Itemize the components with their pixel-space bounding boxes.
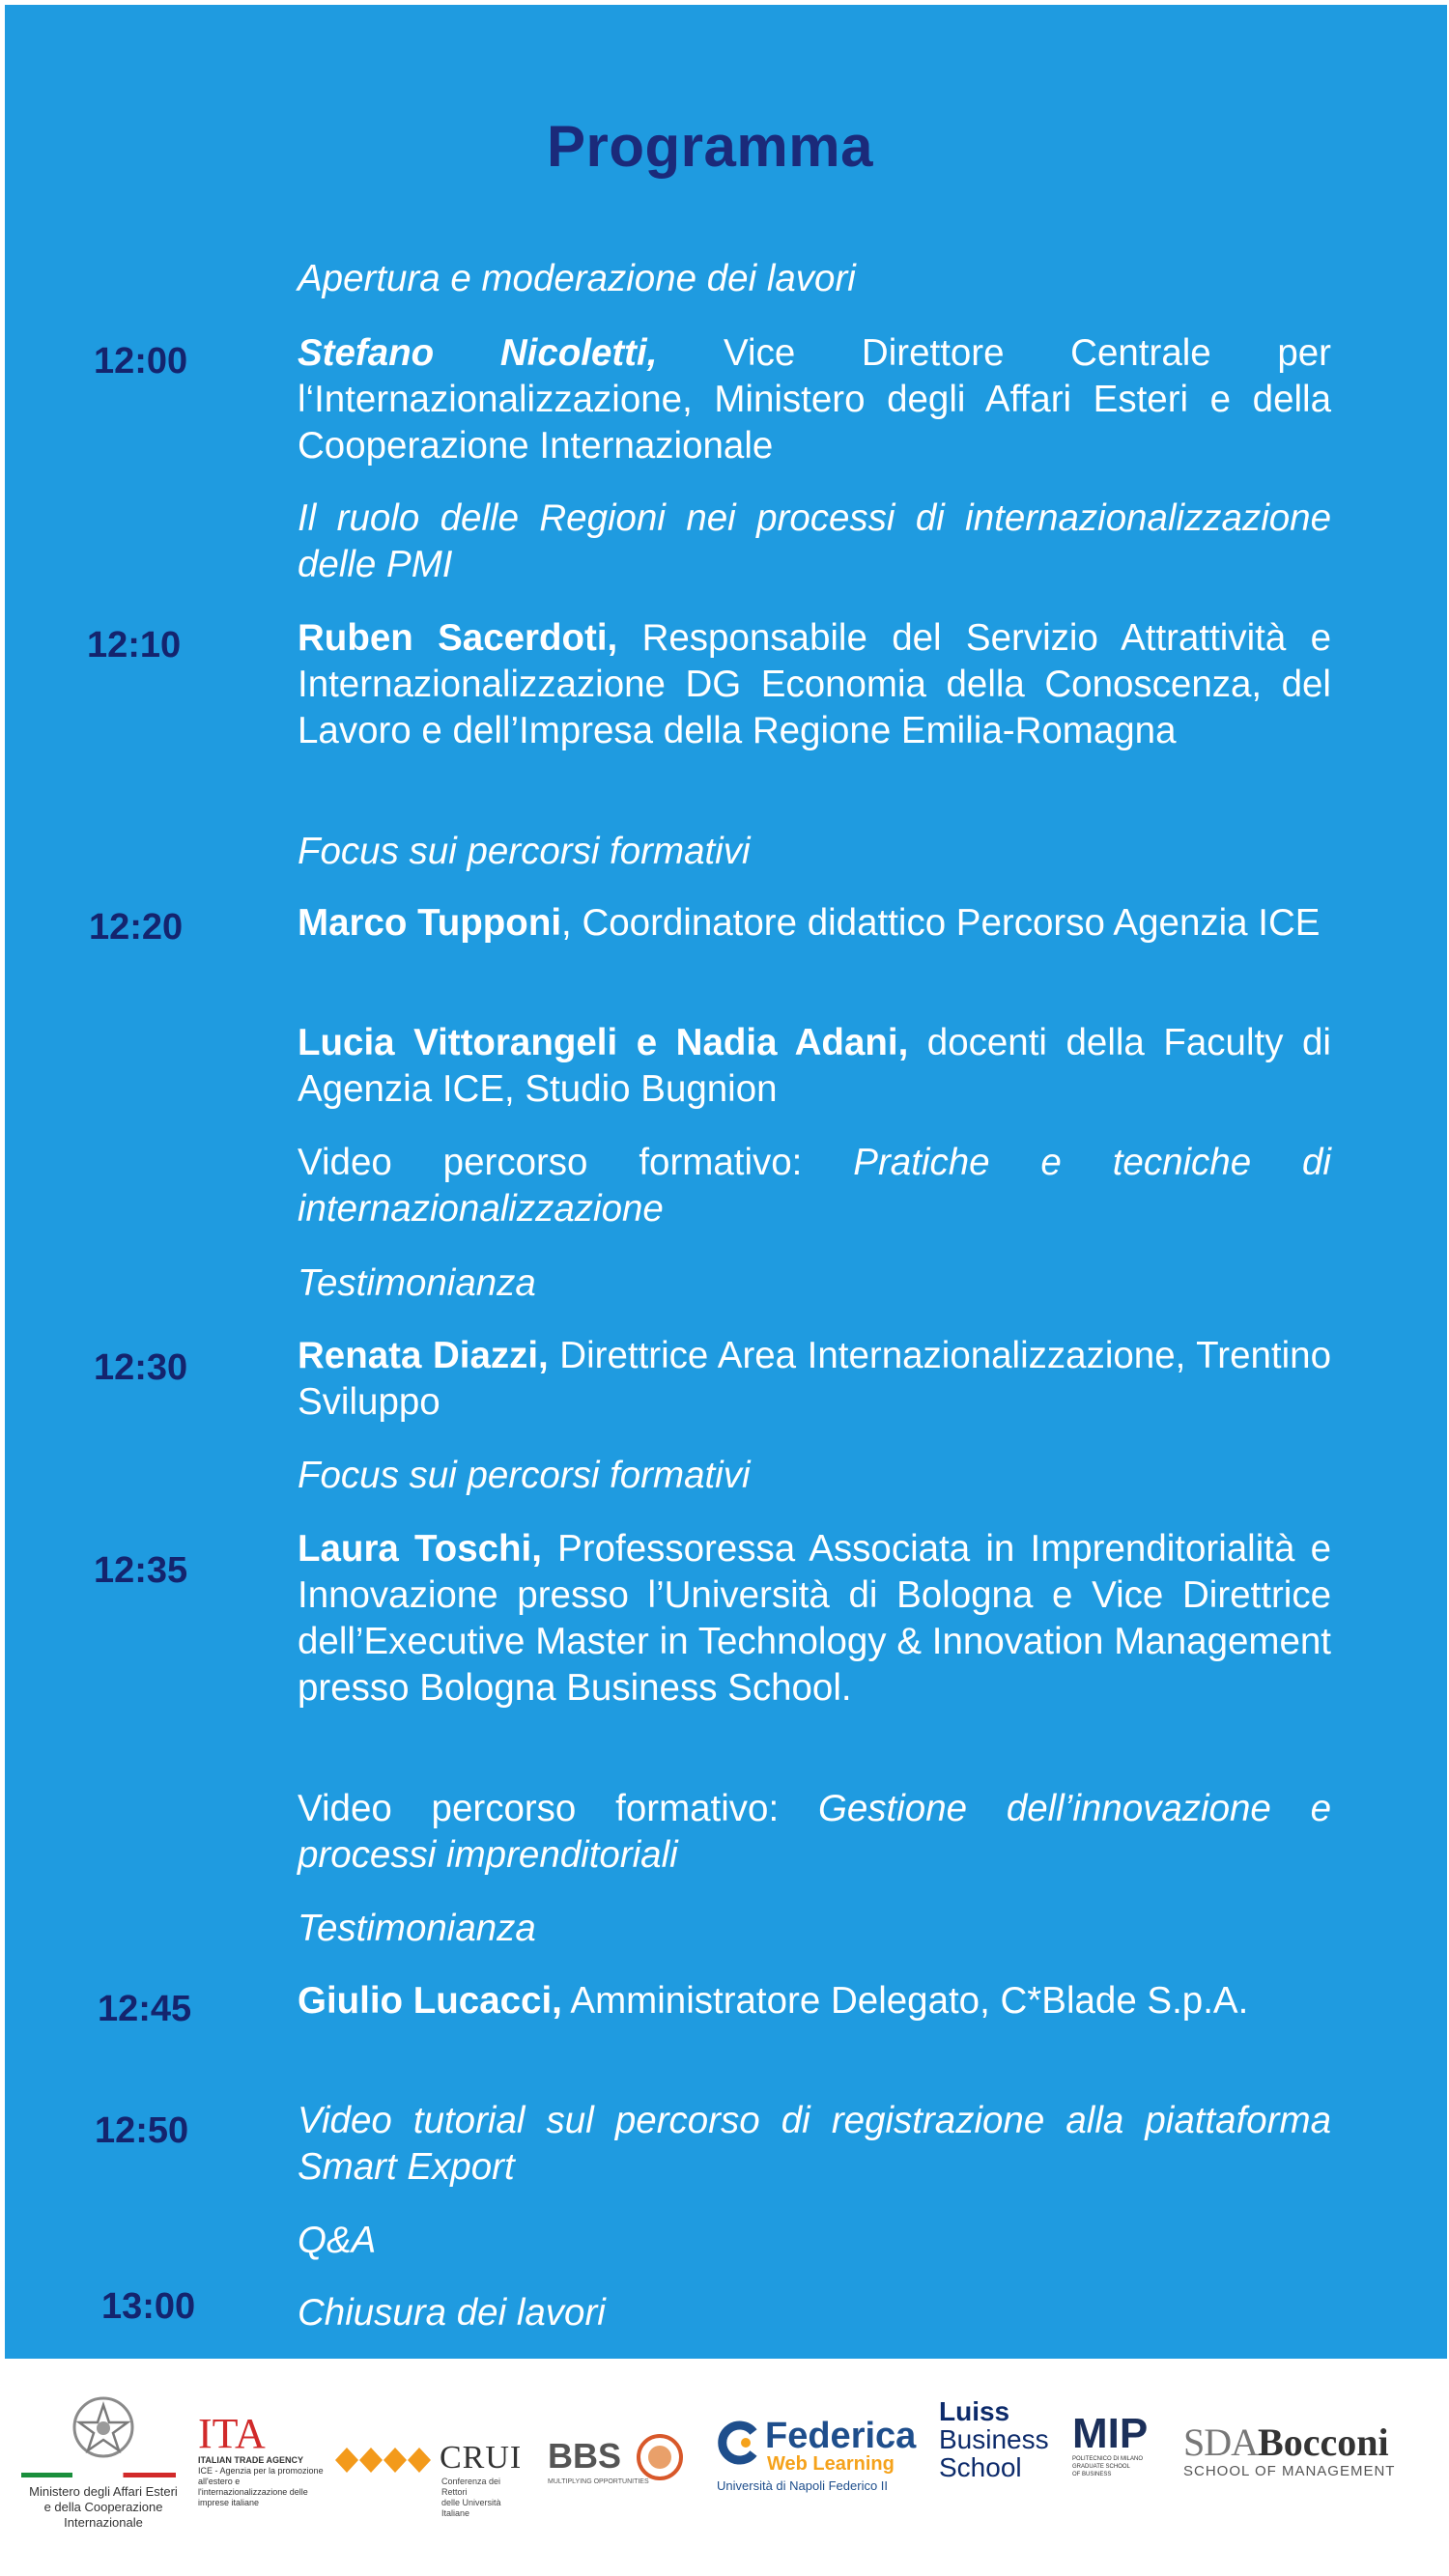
time-1300: 13:00: [101, 2286, 196, 2327]
video-prefix: Video percorso formativo:: [298, 1142, 854, 1183]
video-item-1: [298, 1140, 1331, 1232]
speaker-role: Direttrice Area Internazionalizzazione, Trentino Sviluppo: [298, 1335, 1331, 1423]
logo-maeci: [21, 2393, 185, 2538]
speaker-name: Lucia Vittorangeli e Nadia Adani,: [298, 1022, 909, 1063]
crui-diamonds-icon: [335, 2446, 432, 2475]
logo-bbs: [548, 2436, 693, 2494]
speaker-name: Marco Tupponi: [298, 902, 562, 944]
logo-sda-bocconi: [1183, 2422, 1406, 2490]
crui-wordmark: CRUI: [440, 2440, 523, 2476]
video-title: Gestione dell’innovazione e processi imprenditoriali: [298, 1788, 1332, 1876]
luiss-wordmark: Luiss Business School: [939, 2396, 1049, 2482]
speaker-role: docenti della Faculty di Agenzia ICE, Studio Bugnion: [298, 1022, 1331, 1110]
crui-subtitle: Conferenza dei Rettori delle Università Italiane: [441, 2477, 501, 2518]
speaker-role: Amministratore Delegato, C*Blade S.p.A.: [561, 1980, 1249, 2022]
bbs-subtitle: MULTIPLYING OPPORTUNITIES: [548, 2478, 649, 2485]
federica-c-icon: [717, 2420, 761, 2465]
opening-item: Apertura e moderazione dei lavori: [298, 258, 856, 299]
time-1230: 12:30: [94, 1347, 188, 1388]
logo-mip: [1072, 2410, 1159, 2500]
time-1235: 12:35: [94, 1550, 188, 1591]
qa-item: Q&A: [298, 2220, 377, 2261]
sda-bocconi-wordmark: SDABocconi: [1183, 2420, 1389, 2464]
time-1210: 12:10: [87, 625, 182, 665]
speaker-role: Professoressa Associata in Imprenditorialità e Innovazione presso l’Università di Bologna e Vice Direttrice dell’Executive Master in Technology & Innovation Management presso Bologna Business School.: [298, 1528, 1331, 1709]
testimonianza-1: Testimonianza: [298, 1262, 536, 1304]
time-1250: 12:50: [95, 2110, 189, 2151]
speaker-lucacci: [298, 1978, 1331, 2024]
video-title: Pratiche e tecniche di internazionalizzazione: [298, 1142, 1331, 1230]
mip-wordmark: MIP: [1072, 2410, 1149, 2457]
mip-subtitle: POLITECNICO DI MILANO GRADUATE SCHOOL OF BUSINESS: [1072, 2456, 1144, 2477]
ita-wordmark: ITA: [198, 2410, 266, 2457]
maeci-flag-bar: [21, 2473, 176, 2477]
speaker-diazzi: [298, 1333, 1331, 1426]
speaker-name: Renata Diazzi,: [298, 1335, 549, 1376]
session-regioni: Il ruolo delle Regioni nei processi di internazionalizzazione delle PMI: [298, 497, 1331, 585]
logo-federica: [717, 2417, 924, 2494]
bbs-seal-icon: [637, 2434, 683, 2480]
program-panel: [5, 5, 1447, 2359]
logo-ita: [198, 2410, 328, 2507]
federica-subtitle: Università di Napoli Federico II: [717, 2478, 889, 2493]
page-title: Programma: [547, 114, 873, 179]
federica-wordmark: Federica: [765, 2416, 917, 2456]
speaker-vittorangeli-adani: [298, 1020, 1331, 1113]
speaker-name: Stefano Nicoletti,: [298, 332, 658, 374]
sda-subtitle: SCHOOL OF MANAGEMENT: [1183, 2463, 1396, 2479]
time-1245: 12:45: [98, 1989, 192, 2029]
speaker-name: Ruben Sacerdoti,: [298, 617, 618, 659]
time-1220: 12:20: [89, 907, 184, 948]
speaker-nicoletti: [298, 330, 1331, 469]
speaker-tupponi: [298, 900, 1331, 947]
logo-luiss: [939, 2397, 1055, 2494]
video-prefix: Video percorso formativo:: [298, 1788, 818, 1829]
federica-web-learning: Web Learning: [767, 2453, 895, 2475]
speaker-role: Vice Direttore Centrale per l‘Internazionalizzazione, Ministero degli Affari Esteri e della Cooperazione Internazionale: [298, 332, 1331, 467]
logo-crui: [335, 2440, 528, 2518]
speaker-name: Laura Toschi,: [298, 1528, 542, 1570]
focus-item-2: Focus sui percorsi formativi: [298, 1455, 751, 1496]
speaker-name: Giulio Lucacci,: [298, 1980, 562, 2022]
video-item-2: [298, 1786, 1331, 1879]
ita-subtitle: ITALIAN TRADE AGENCY ICE - Agenzia per la promozione all'estero e l'internazionalizzazione delle imprese italiane: [198, 2455, 324, 2507]
partner-logos-footer: [0, 2359, 1449, 2576]
speaker-toschi: [298, 1526, 1331, 1712]
speaker-role: , Coordinatore didattico Percorso Agenzia ICE: [561, 902, 1321, 944]
speaker-sacerdoti: [298, 615, 1331, 754]
tutorial-item: Video tutorial sul percorso di registrazione alla piattaforma Smart Export: [298, 2100, 1331, 2188]
closing-item: Chiusura dei lavori: [298, 2292, 606, 2334]
speaker-role: Responsabile del Servizio Attrattività e Internazionalizzazione DG Economia della Conoscenza, del Lavoro e dell’Impresa della Regione Emilia-Romagna: [298, 617, 1331, 751]
bbs-wordmark: BBS: [548, 2436, 622, 2476]
testimonianza-2: Testimonianza: [298, 1908, 536, 1949]
italian-emblem-icon: [70, 2393, 137, 2461]
focus-item-1: Focus sui percorsi formativi: [298, 831, 751, 872]
time-1200: 12:00: [94, 341, 188, 382]
maeci-name: Ministero degli Affari Esteri e della Cooperazione Internazionale: [29, 2484, 178, 2530]
